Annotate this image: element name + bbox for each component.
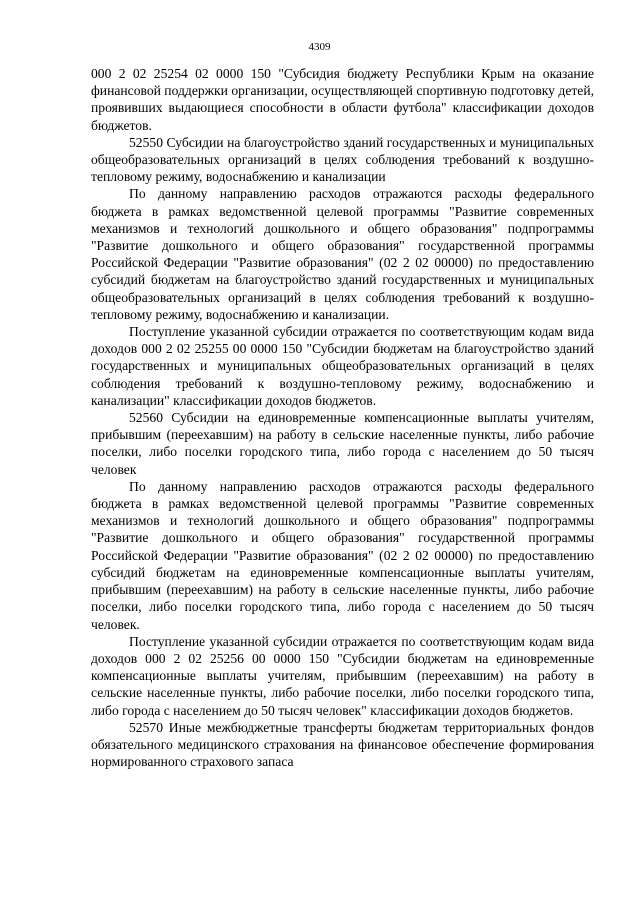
paragraph-52560-expenses: По данному направлению расходов отражаются расходы федерального бюджета в рамках ведомственной целевой программы "Развитие современных механизмов и технологий дошкольного и общего образования" подпрограммы "Развитие дошкольного и общего образования" государственной программы Российской Федерации "Развитие образования" (02 2 02 00000) по предоставлению субсидий бюджетам на единовременные компенсационные выплаты учителям, прибывшим (переехавшим) на работу в сельские населенные пункты, либо рабочие поселки, либо поселки городского типа, либо города с населением до 50 тысяч человек. [91, 478, 594, 632]
paragraph-heading-52570: 52570 Иные межбюджетные трансферты бюджетам территориальных фондов обязательного медицинского страхования на финансовое обеспечение формирования нормированного страхового запаса [91, 719, 594, 770]
paragraph-52550-expenses: По данному направлению расходов отражаются расходы федерального бюджета в рамках ведомственной целевой программы "Развитие современных механизмов и технологий дошкольного и общего образования" подпрограммы "Развитие дошкольного и общего образования" государственной программы Российской Федерации "Развитие образования" (02 2 02 00000) по предоставлению субсидий бюджетам на благоустройство зданий государственных и муниципальных общеобразовательных организаций в целях соблюдения требований к воздушно-тепловому режиму, водоснабжению и канализации. [91, 186, 594, 322]
paragraph-continuation: 000 2 02 25254 02 0000 150 "Субсидия бюджету Республики Крым на оказание финансовой поддержки организации, осуществляющей спортивную подготовку детей, проявивших выдающиеся способности в области футбола" классификации доходов бюджетов. [91, 66, 594, 133]
paragraph-52560-income: Поступление указанной субсидии отражается по соответствующим кодам вида доходов 000 2 02 25256 00 0000 150 "Субсидии бюджетам на единовременные компенсационные выплаты учителям, прибывшим (переехавшим) на работу в сельские населенные пункты, либо рабочие поселки, либо поселки городского типа, либо города с населением до 50 тысяч человек" классификации доходов бюджетов. [91, 633, 594, 718]
paragraph-heading-52560: 52560 Субсидии на единовременные компенсационные выплаты учителям, прибывшим (переехавшим) на работу в сельские населенные пункты, либо рабочие поселки, либо поселки городского типа, либо города с населением до 50 тысяч человек [91, 410, 594, 477]
paragraph-heading-52550: 52550 Субсидии на благоустройство зданий государственных и муниципальных общеобразовательных организаций в целях соблюдения требований к воздушно-тепловому режиму, водоснабжению и канализации [91, 134, 594, 185]
page-number: 4309 [308, 41, 331, 53]
document-body [91, 65, 594, 770]
paragraph-52550-income: Поступление указанной субсидии отражается по соответствующим кодам вида доходов 000 2 02 25255 00 0000 150 "Субсидии бюджетам на благоустройство зданий государственных и муниципальных общеобразовательных организаций в целях соблюдения требований к воздушно-тепловому режиму, водоснабжению и канализации" классификации доходов бюджетов. [91, 324, 594, 408]
